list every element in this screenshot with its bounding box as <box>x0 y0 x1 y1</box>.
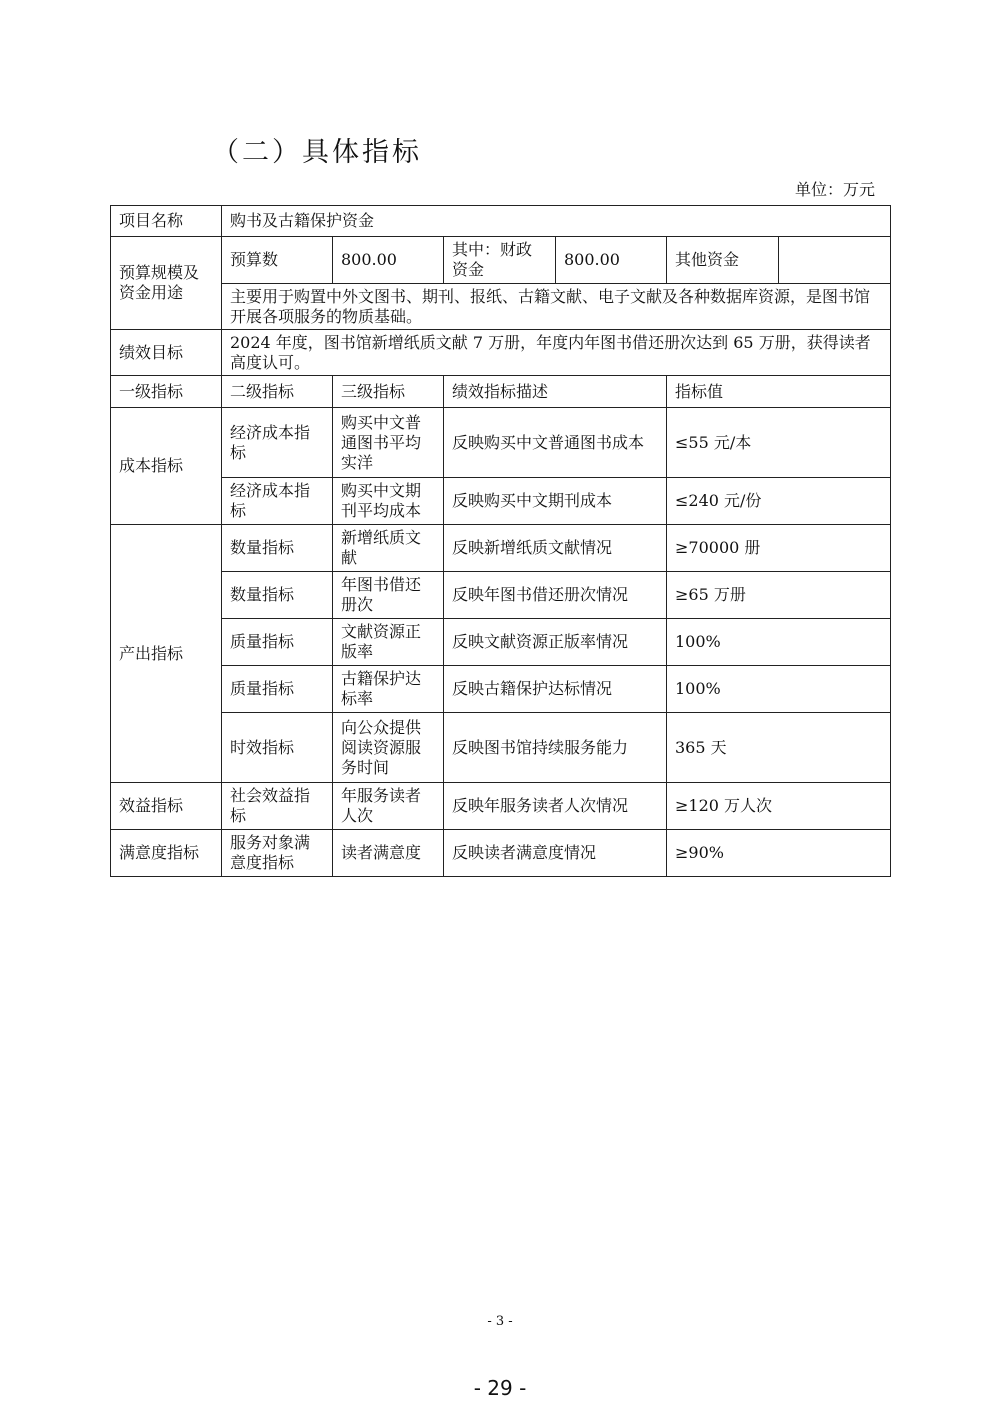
level2-indicator: 数量指标 <box>222 525 333 572</box>
indicator-value: ≥65 万册 <box>667 572 891 619</box>
goal-label: 绩效目标 <box>111 330 222 376</box>
other-funds-label: 其他资金 <box>667 237 779 284</box>
budget-count-value: 800.00 <box>333 237 444 284</box>
purpose-row <box>111 284 891 330</box>
indicator-description: 反映年服务读者人次情况 <box>444 783 667 830</box>
indicator-description: 反映年图书借还册次情况 <box>444 572 667 619</box>
page-number-small: - 3 - <box>487 1314 513 1329</box>
goal-row <box>111 330 891 376</box>
indicator-row <box>111 666 891 713</box>
level3-indicator: 读者满意度 <box>333 830 444 877</box>
level3-indicator: 古籍保护达标率 <box>333 666 444 713</box>
level2-indicator: 经济成本指标 <box>222 478 333 525</box>
indicator-description: 反映图书馆持续服务能力 <box>444 713 667 783</box>
indicator-value: ≥70000 册 <box>667 525 891 572</box>
indicator-row <box>111 572 891 619</box>
level3-indicator: 新增纸质文献 <box>333 525 444 572</box>
indicator-value: ≥120 万人次 <box>667 783 891 830</box>
indicator-value: 365 天 <box>667 713 891 783</box>
indicator-row <box>111 525 891 572</box>
indicator-row <box>111 783 891 830</box>
level2-indicator: 质量指标 <box>222 666 333 713</box>
level2-indicator: 经济成本指标 <box>222 408 333 478</box>
level3-indicator: 向公众提供阅读资源服务时间 <box>333 713 444 783</box>
header-level1: 一级指标 <box>111 376 222 408</box>
indicator-description: 反映读者满意度情况 <box>444 830 667 877</box>
project-name-label: 项目名称 <box>111 206 222 237</box>
indicator-value: ≤240 元/份 <box>667 478 891 525</box>
level2-indicator: 质量指标 <box>222 619 333 666</box>
header-row <box>111 376 891 408</box>
goal-text: 2024 年度，图书馆新增纸质文献 7 万册，年度内年图书借还册次达到 65 万册，获得读者高度认可。 <box>222 330 891 376</box>
level2-indicator: 数量指标 <box>222 572 333 619</box>
section-heading: （二）具体指标 <box>212 137 422 168</box>
header-level3: 三级指标 <box>333 376 444 408</box>
indicator-row <box>111 713 891 783</box>
indicator-description: 反映购买中文普通图书成本 <box>444 408 667 478</box>
indicator-row <box>111 619 891 666</box>
fiscal-funds-label: 其中：财政资金 <box>444 237 556 284</box>
indicator-value: ≤55 元/本 <box>667 408 891 478</box>
fiscal-funds-value: 800.00 <box>556 237 667 284</box>
indicator-description: 反映新增纸质文献情况 <box>444 525 667 572</box>
indicator-row <box>111 478 891 525</box>
indicator-value: 100% <box>667 666 891 713</box>
unit-label: 单位：万元 <box>794 180 875 199</box>
level3-indicator: 年服务读者人次 <box>333 783 444 830</box>
indicator-value: 100% <box>667 619 891 666</box>
page-number-large: - 29 - <box>473 1376 527 1400</box>
level1-indicator: 成本指标 <box>111 408 222 525</box>
level2-indicator: 时效指标 <box>222 713 333 783</box>
level2-indicator: 服务对象满意度指标 <box>222 830 333 877</box>
level2-indicator: 社会效益指标 <box>222 783 333 830</box>
other-funds-value <box>779 237 891 284</box>
fund-purpose-text: 主要用于购置中外文图书、期刊、报纸、古籍文献、电子文献及各种数据库资源，是图书馆开展各项服务的物质基础。 <box>222 284 891 330</box>
project-name-value: 购书及古籍保护资金 <box>222 206 891 237</box>
indicator-description: 反映古籍保护达标情况 <box>444 666 667 713</box>
level3-indicator: 年图书借还册次 <box>333 572 444 619</box>
budget-label: 预算规模及资金用途 <box>111 237 222 330</box>
project-name-row <box>111 206 891 237</box>
indicator-description: 反映购买中文期刊成本 <box>444 478 667 525</box>
indicator-row <box>111 830 891 877</box>
budget-count-label: 预算数 <box>222 237 333 284</box>
indicator-row <box>111 408 891 478</box>
indicator-description: 反映文献资源正版率情况 <box>444 619 667 666</box>
level3-indicator: 购买中文普通图书平均实洋 <box>333 408 444 478</box>
level1-indicator: 满意度指标 <box>111 830 222 877</box>
header-level2: 二级指标 <box>222 376 333 408</box>
header-description: 绩效指标描述 <box>444 376 667 408</box>
performance-indicator-table <box>110 205 891 877</box>
level3-indicator: 文献资源正版率 <box>333 619 444 666</box>
level3-indicator: 购买中文期刊平均成本 <box>333 478 444 525</box>
header-value: 指标值 <box>667 376 891 408</box>
level1-indicator: 产出指标 <box>111 525 222 783</box>
indicator-value: ≥90% <box>667 830 891 877</box>
budget-row <box>111 237 891 284</box>
level1-indicator: 效益指标 <box>111 783 222 830</box>
